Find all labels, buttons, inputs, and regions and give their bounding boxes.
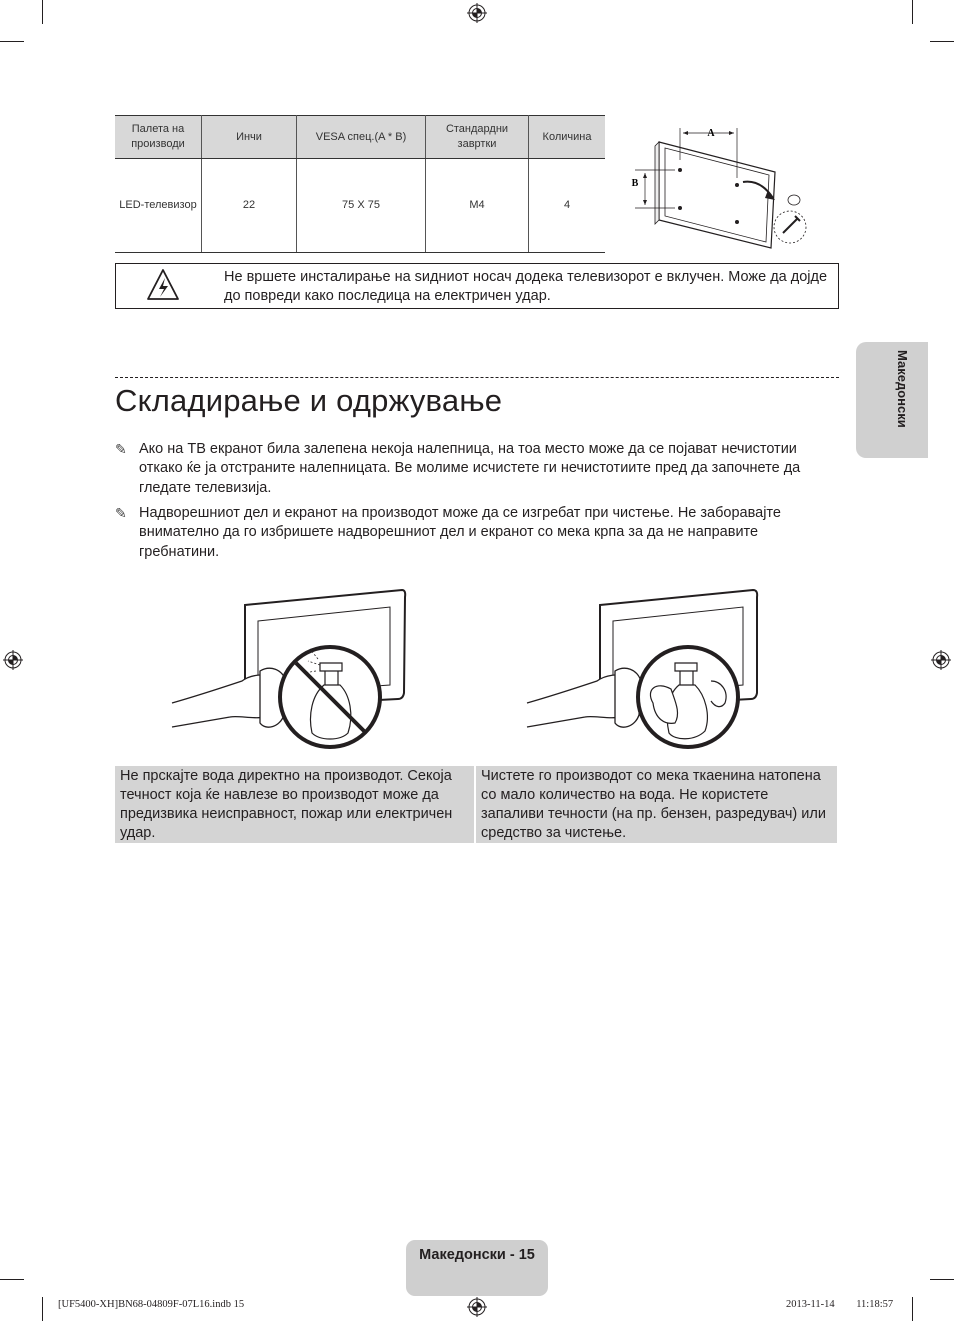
section-divider — [115, 377, 839, 378]
table-header-cell: Инчи — [202, 116, 297, 159]
page-number-tab — [406, 1240, 548, 1296]
soft-cloth-illustration — [525, 585, 765, 755]
pencil-note-icon: ✎ — [115, 505, 127, 521]
note-text: Надворешниот дел и екранот на производот може да се изгребат при чистење. Не заборавајте внимателно да го избришете надворешниот дел и екранот со мека крпа за да не направите гребнатини. — [139, 505, 781, 560]
crop-mark — [42, 0, 43, 24]
note-item — [115, 440, 837, 500]
table-header-cell: Палета на производи — [115, 116, 202, 159]
table-cell: 75 X 75 — [297, 159, 426, 253]
warning-icon-cell — [116, 264, 207, 308]
table-row — [115, 159, 605, 253]
table-header-cell: Стандардни завртки — [426, 116, 529, 159]
crop-mark — [912, 1297, 913, 1321]
language-side-tab — [856, 342, 928, 458]
footer-file-info: [UF5400-XH]BN68-04809F-07L16.indb 15 — [58, 1299, 245, 1310]
pencil-note-icon: ✎ — [115, 441, 127, 457]
dimension-label-a: A — [707, 128, 715, 139]
registration-mark-icon — [467, 3, 487, 23]
footer-timestamp: 2013-11-14 ￿￿ 11:18:57 — [786, 1299, 894, 1310]
crop-mark — [930, 41, 954, 42]
section-title: Складирање и одржување — [115, 383, 503, 418]
registration-mark-icon — [467, 1297, 487, 1317]
registration-mark-icon — [3, 650, 23, 670]
crop-mark — [912, 0, 913, 24]
warning-text: Не вршете инсталирање на ѕидниот носач додека телевизорот е вклучен. Може да дојде до повреди како последица на електричен удар. — [224, 269, 828, 304]
vesa-mount-diagram — [625, 120, 815, 260]
electric-shock-warning-icon — [146, 268, 180, 304]
table-cell: 22 — [202, 159, 297, 253]
page-number-label: Македонски - 15 — [419, 1247, 535, 1263]
registration-mark-icon — [931, 650, 951, 670]
table-header-row — [115, 116, 605, 159]
dimension-label-b: B — [631, 178, 639, 189]
caption-do-not-spray: Не прскајте вода директно на производот. Секоја течност која ќе навлезе во производот може да предизвика неисправност, пожар или електричен удар. — [115, 766, 474, 843]
table-header-cell: Количина — [529, 116, 606, 159]
crop-mark — [930, 1279, 954, 1280]
table-cell: M4 — [426, 159, 529, 253]
crop-mark — [42, 1297, 43, 1321]
caption-soft-cloth: Чистете го производот со мека ткаенина натопена со мало количество на вода. Не користете запаливи течности (на пр. бензен, разредувач) или средство за чистење. — [476, 766, 837, 843]
table-cell: 4 — [529, 159, 606, 253]
language-side-tab-label: Македонски — [895, 350, 910, 428]
note-text: Ако на ТВ екранот била залепена некоја налепница, на тоа место може да се појават нечистотии откако ќе ја отстраните налепницата. Ве молиме исчистете ги нечистотиите пред да започнете да гледате телевизија. — [139, 441, 801, 496]
note-item — [115, 504, 837, 564]
crop-mark — [0, 41, 24, 42]
table-cell: LED-телевизор — [115, 159, 202, 253]
crop-mark — [0, 1279, 24, 1280]
vesa-spec-table — [115, 115, 605, 253]
no-spray-illustration — [170, 585, 410, 755]
warning-box — [115, 263, 839, 309]
table-header-cell: VESA спец.(A * B) — [297, 116, 426, 159]
